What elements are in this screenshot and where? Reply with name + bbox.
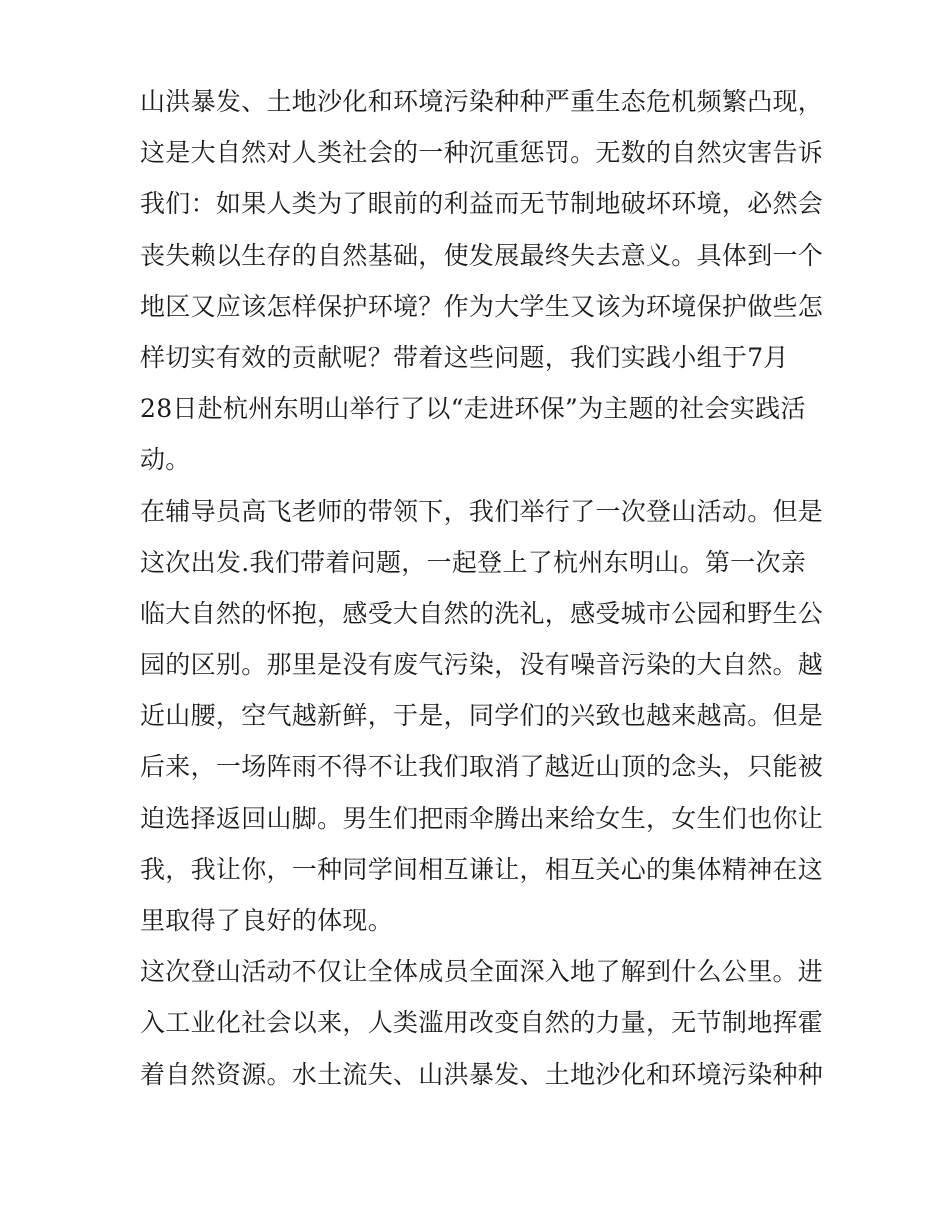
paragraph-3: [140, 946, 824, 1100]
text-line: 山洪暴发、土地沙化和环境污染种种严重生态危机频繁凸现，: [140, 87, 824, 116]
paragraph-1: [140, 76, 824, 486]
text-line: 这次出发.我们带着问题，一起登上了杭州东明山。第一次亲: [140, 547, 807, 577]
text-line: 入工业化社会以来，人类滥用改变自然的力量，无节制地挥霍: [140, 1008, 824, 1038]
text-line: 临大自然的怀抱，感受大自然的洗礼，感受城市公园和野生公: [140, 598, 824, 628]
text-line: 后来，一场阵雨不得不让我们取消了越近山顶的念头，只能被: [140, 752, 824, 782]
text-line: 里取得了良好的体现。: [140, 906, 394, 935]
text-line: 在辅导员高飞老师的带领下，我们举行了一次登山活动。但是: [140, 496, 824, 526]
text-line: 样切实有效的贡献呢？带着这些问题，我们实践小组于7月: [140, 342, 789, 372]
text-line: 近山腰，空气越新鲜，于是，同学们的兴致也越来越高。但是: [140, 701, 824, 731]
text-line: 迫选择返回山脚。男生们把雨伞腾出来给女生，女生们也你让: [140, 803, 824, 833]
text-line: 这是大自然对人类社会的一种沉重惩罚。无数的自然灾害告诉: [140, 138, 824, 168]
text-line: 动。: [140, 445, 191, 475]
text-line: 着自然资源。水土流失、山洪暴发、土地沙化和环境污染种种: [140, 1059, 824, 1089]
text-line: 我们：如果人类为了眼前的利益而无节制地破坏环境，必然会: [140, 189, 824, 219]
paragraph-2: [140, 486, 824, 947]
document-body: [140, 76, 824, 1100]
text-line: 这次登山活动不仅让全体成员全面深入地了解到什么公里。进: [140, 957, 824, 987]
text-line: 我，我让你，一种同学间相互谦让，相互关心的集体精神在这: [140, 854, 824, 884]
text-line: 丧失赖以生存的自然基础，使发展最终失去意义。具体到一个: [140, 240, 824, 270]
text-line: 地区又应该怎样保护环境？作为大学生又该为环境保护做些怎: [140, 291, 824, 321]
text-line: 28日赴杭州东明山举行了以“走进环保”为主题的社会实践活: [140, 394, 806, 424]
text-line: 园的区别。那里是没有废气污染，没有噪音污染的大自然。越: [140, 650, 824, 680]
